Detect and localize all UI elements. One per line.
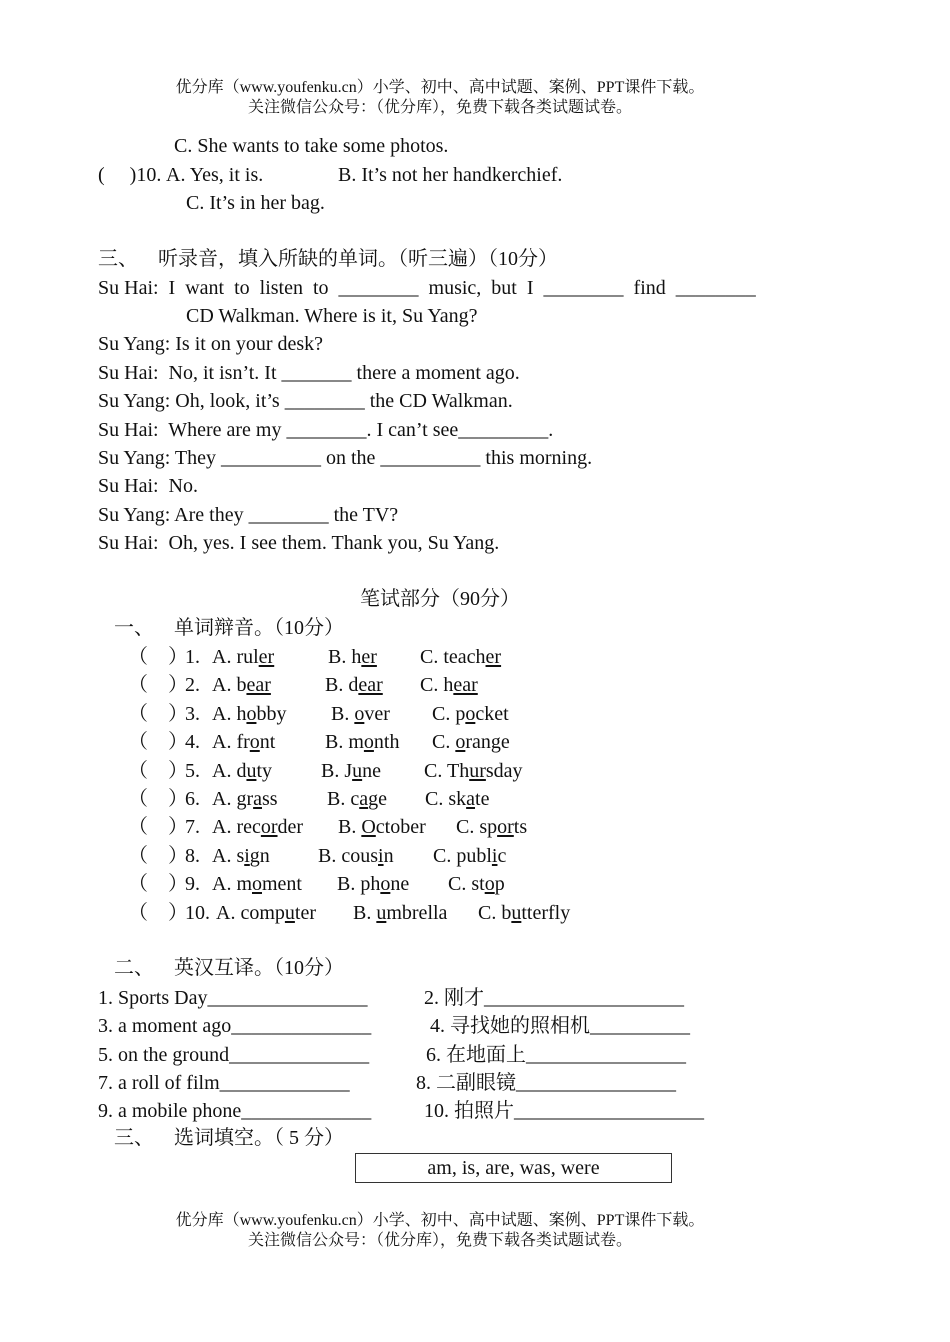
word-part: nth (373, 731, 400, 753)
word-part: ter (294, 902, 316, 924)
word-part: A. fr (212, 731, 250, 753)
word-part: C. sk (425, 788, 467, 810)
phonics-option-c (448, 872, 505, 896)
phonics-option-a (212, 815, 303, 839)
word-part: C. p (432, 703, 466, 725)
dialogue-line: Su Hai: I want to listen to ________ music, but I ________ find ________ (98, 277, 756, 299)
underlined-letters: u (511, 902, 522, 924)
answer-bracket: （ ） (128, 674, 188, 696)
word-part: A. gr (212, 788, 254, 810)
phonics-option-b (331, 702, 390, 726)
answer-bracket: （ ） (128, 703, 188, 725)
underlined-letters: o (380, 873, 391, 895)
translate-item: 2. 刚才____________________ (424, 987, 684, 1009)
phonics-option-b (337, 872, 409, 896)
phonics-option-c (420, 645, 501, 669)
phonics-option-a (212, 730, 275, 754)
word-part: A. m (212, 873, 252, 895)
translate-item: 6. 在地面上________________ (426, 1044, 686, 1066)
phonics-number: 4. (185, 731, 200, 753)
phonics-option-a (212, 673, 271, 697)
underlined-letters: or (260, 816, 278, 838)
word-bank-box (355, 1153, 672, 1183)
word-part: ss (262, 788, 278, 810)
underlined-letters: i (378, 845, 384, 867)
translate-item: 3. a moment ago______________ (98, 1015, 372, 1037)
underlined-letters: o (484, 873, 495, 895)
word-part: B. J (321, 760, 353, 782)
phonics-option-c (432, 702, 509, 726)
phonics-option-c (478, 901, 570, 925)
word-part: B. c (327, 788, 360, 810)
dialogue-line: Su Yang: Oh, look, it’s ________ the CD Walkman. (98, 390, 513, 412)
answer-bracket: （ ） (128, 845, 188, 867)
answer-bracket: （ ） (128, 760, 188, 782)
phonics-option-a (212, 787, 278, 811)
answer-bracket: （ ） (128, 788, 188, 810)
phonics-option-a (212, 702, 286, 726)
translate-item: 10. 拍照片___________________ (424, 1100, 704, 1122)
word-part: ne (390, 873, 410, 895)
underlined-letters: o (465, 703, 476, 725)
answer-bracket: （ ） (128, 646, 188, 668)
phonics-option-b (328, 645, 377, 669)
underlined-letters: o (363, 731, 374, 753)
header-line-2: 关注微信公众号：（优分库），免费下载各类试题试卷。 (247, 99, 632, 116)
underlined-letters: ear (453, 674, 478, 696)
phonics-number: 7. (185, 816, 200, 838)
underlined-letters: o (354, 703, 365, 725)
phonics-number: 5. (185, 760, 200, 782)
phonics-option-b (353, 901, 447, 925)
phonics-option-c (456, 815, 527, 839)
phonics-option-a (212, 844, 270, 868)
word-part: gn (249, 845, 270, 867)
phonics-option-b (325, 730, 399, 754)
word-part: c (497, 845, 507, 867)
fill-section-title: 三、 选词填空。（ 5 分） (114, 1127, 344, 1149)
translate-item: 5. on the ground______________ (98, 1044, 370, 1066)
underlined-letters: a (253, 788, 262, 810)
word-part: C. st (448, 873, 485, 895)
underlined-letters: er (361, 646, 377, 668)
word-part: ty (256, 760, 273, 782)
word-part: A. rul (212, 646, 259, 668)
word-part: ts (513, 816, 528, 838)
underlined-letters: i (491, 845, 498, 867)
word-part: nt (259, 731, 276, 753)
phonics-option-a (216, 901, 316, 925)
underlined-letters: u (376, 902, 387, 924)
word-part: A. s (212, 845, 245, 867)
word-part: B. (338, 816, 362, 838)
word-part: B. m (325, 731, 364, 753)
dialogue-line: Su Hai: No. (98, 475, 198, 497)
word-part: C. teach (420, 646, 486, 668)
word-part: A. h (212, 703, 247, 725)
underlined-letters: u (352, 760, 363, 782)
word-part: ge (368, 788, 387, 810)
word-part: tterfly (521, 902, 571, 924)
word-part: A. b (212, 674, 247, 696)
underlined-letters: ear (246, 674, 271, 696)
word-part: A. rec (212, 816, 261, 838)
translate-section-title: 二、 英汉互译。（10分） (114, 957, 344, 979)
underlined-letters: u (284, 902, 295, 924)
dialogue-line: Su Yang: Is it on your desk? (98, 333, 324, 355)
phonics-option-c (424, 759, 523, 783)
written-part-title: 笔试部分（90分） (360, 588, 520, 610)
word-part: der (277, 816, 304, 838)
header-line-1: 优分库（www.youfenku.cn）小学、初中、高中试题、案例、PPT课件下载。 (175, 79, 705, 96)
translate-item: 9. a mobile phone_____________ (98, 1100, 372, 1122)
word-part: ctober (375, 816, 426, 838)
translate-item: 7. a roll of film_____________ (98, 1072, 350, 1094)
phonics-option-a (212, 872, 302, 896)
phonics-number: 9. (185, 873, 200, 895)
word-part: range (465, 731, 510, 753)
underlined-letters: O (361, 816, 376, 838)
word-part: B. d (325, 674, 359, 696)
answer-bracket: （ ） (128, 731, 188, 753)
word-part: C. h (420, 674, 454, 696)
word-part: B. (353, 902, 377, 924)
underlined-letters: ur (469, 760, 486, 782)
translate-item: 8. 二副眼镜________________ (416, 1072, 676, 1094)
underlined-letters: o (249, 731, 260, 753)
word-part: sday (485, 760, 523, 782)
dialogue-line: Su Yang: They __________ on the __________ this morning. (98, 447, 593, 469)
underlined-letters: er (258, 646, 275, 668)
section-listen-title: 三、 听录音，填入所缺的单词。（听三遍）（10分） (98, 248, 558, 270)
word-part: C. publ (433, 845, 492, 867)
phonics-option-c (432, 730, 510, 754)
phonics-option-b (327, 787, 387, 811)
underlined-letters: a (359, 788, 369, 810)
underlined-letters: a (466, 788, 476, 810)
underlined-letters: or (497, 816, 514, 838)
phonics-number: 6. (185, 788, 200, 810)
word-part: cket (475, 703, 509, 725)
dialogue-line: Su Yang: Are they ________ the TV? (98, 504, 399, 526)
word-part: C. (432, 731, 456, 753)
phonics-option-b (338, 815, 426, 839)
translate-item: 1. Sports Day________________ (98, 987, 368, 1009)
word-part: B. (331, 703, 355, 725)
underlined-letters: ear (358, 674, 383, 696)
word-part: te (475, 788, 490, 810)
word-part: n (383, 845, 394, 867)
word-part: mbrella (386, 902, 448, 924)
dialogue-line: CD Walkman. Where is it, Su Yang? (186, 305, 478, 327)
word-part: B. h (328, 646, 362, 668)
word-part: B. ph (337, 873, 381, 895)
phonics-option-c (433, 844, 506, 868)
phonics-number: 8. (185, 845, 200, 867)
answer-bracket: （ ） (128, 873, 188, 895)
word-part: C. Th (424, 760, 470, 782)
footer-line-2: 关注微信公众号：（优分库），免费下载各类试题试卷。 (247, 1232, 632, 1249)
phonics-section-title: 一、 单词辩音。（10分） (114, 617, 344, 639)
underlined-letters: i (244, 845, 250, 867)
phonics-option-a (212, 645, 274, 669)
q10-bracket: ( )10. (98, 164, 162, 186)
word-part: bby (256, 703, 287, 725)
answer-bracket: （ ） (128, 902, 188, 924)
dialogue-line: Su Hai: No, it isn’t. It _______ there a moment ago. (98, 362, 520, 384)
q9-option-c: C. She wants to take some photos. (174, 135, 449, 157)
phonics-option-b (321, 759, 381, 783)
phonics-number: 10. (185, 902, 210, 924)
translate-item: 4. 寻找她的照相机__________ (430, 1015, 690, 1037)
word-bank-text: am, is, are, was, were (427, 1157, 600, 1179)
phonics-number: 1. (185, 646, 200, 668)
word-part: B. cous (318, 845, 378, 867)
answer-bracket: （ ） (128, 816, 188, 838)
phonics-option-c (420, 673, 478, 697)
word-part: C. b (478, 902, 512, 924)
phonics-option-b (318, 844, 394, 868)
phonics-number: 2. (185, 674, 200, 696)
phonics-option-a (212, 759, 272, 783)
underlined-letters: o (252, 873, 262, 895)
phonics-option-b (325, 673, 383, 697)
underlined-letters: er (485, 646, 502, 668)
dialogue-line: Su Hai: Oh, yes. I see them. Thank you, Su Yang. (98, 532, 500, 554)
q10-option-a: A. Yes, it is. (166, 164, 264, 186)
word-part: C. sp (456, 816, 498, 838)
word-part: A. comp (216, 902, 285, 924)
word-part: ver (364, 703, 390, 725)
dialogue-line: Su Hai: Where are my ________. I can’t see_________. (98, 419, 554, 441)
q10-option-b: B. It’s not her handkerchief. (338, 164, 563, 186)
phonics-number: 3. (185, 703, 200, 725)
underlined-letters: u (246, 760, 257, 782)
q10-option-c: C. It’s in her bag. (186, 192, 325, 214)
word-part: p (494, 873, 505, 895)
phonics-option-c (425, 787, 489, 811)
underlined-letters: o (455, 731, 466, 753)
footer-line-1: 优分库（www.youfenku.cn）小学、初中、高中试题、案例、PPT课件下载。 (175, 1212, 705, 1229)
underlined-letters: o (246, 703, 257, 725)
word-part: ne (362, 760, 382, 782)
word-part: A. d (212, 760, 247, 782)
word-part: ment (262, 873, 302, 895)
